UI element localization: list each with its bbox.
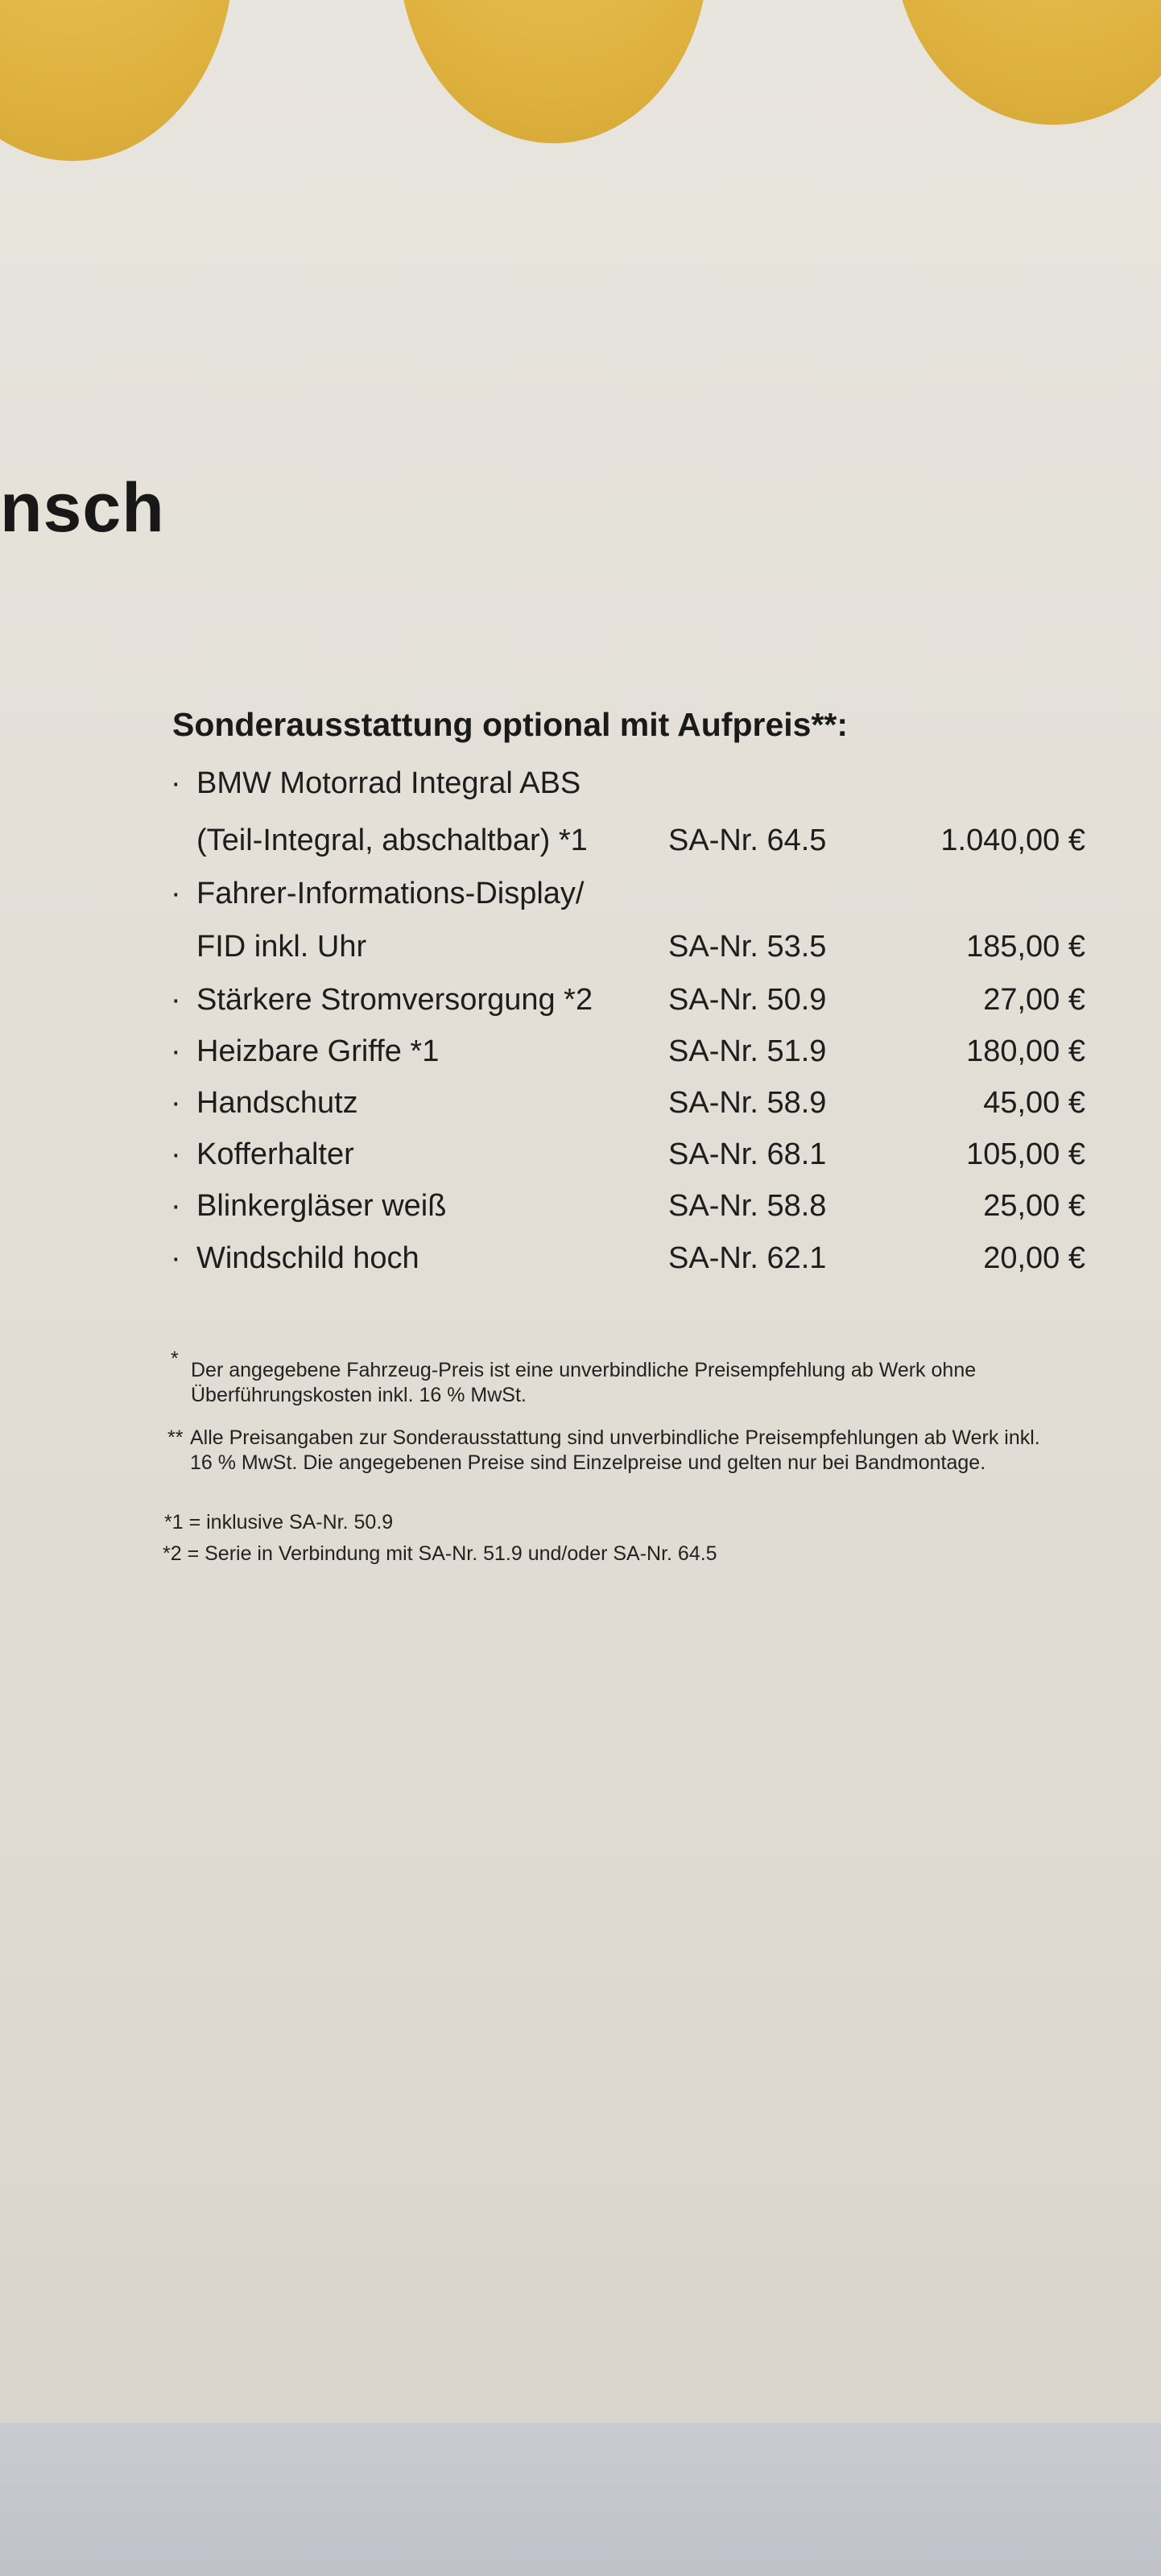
bullet: · (171, 1086, 181, 1120)
bullet: · (171, 1241, 181, 1275)
option-sa-number: SA-Nr. 53.5 (668, 930, 827, 964)
option-sa-number: SA-Nr. 58.8 (668, 1189, 827, 1223)
option-name: FID inkl. Uhr (196, 930, 367, 964)
option-price: 1.040,00 € (940, 824, 1085, 857)
option-price: 20,00 € (983, 1241, 1085, 1275)
bullet: · (171, 1137, 181, 1171)
bullet: · (171, 1034, 181, 1068)
option-name: Handschutz (196, 1086, 358, 1120)
option-name: Stärkere Stromversorgung *2 (196, 983, 593, 1017)
bullet: · (171, 983, 181, 1017)
bullet: · (171, 877, 181, 910)
footnote-star2-mark: ** (167, 1426, 184, 1449)
option-row (0, 761, 1161, 806)
option-row (0, 871, 1161, 916)
option-price: 27,00 € (983, 983, 1085, 1017)
bullet: · (171, 1189, 181, 1223)
footnote-star2-line1: Alle Preisangaben zur Sonderausstattung sind unverbindliche Preisempfehlungen ab Werk inkl. (190, 1426, 1040, 1449)
footnote-star1-mark: * (171, 1348, 179, 1370)
option-sa-number: SA-Nr. 62.1 (668, 1241, 827, 1275)
background-surface (0, 2423, 1161, 2576)
section-title: Sonderausstattung optional mit Aufpreis**: (172, 706, 849, 743)
footnote-ref1: *1 = inklusive SA-Nr. 50.9 (164, 1511, 394, 1534)
option-row (0, 818, 1161, 863)
option-row (0, 1183, 1161, 1228)
bullet: · (171, 766, 181, 800)
option-price: 25,00 € (983, 1189, 1085, 1223)
option-name: BMW Motorrad Integral ABS (196, 766, 581, 800)
option-row (0, 1236, 1161, 1281)
option-row (0, 1132, 1161, 1177)
footnote-star1-line2: Überführungskosten inkl. 16 % MwSt. (191, 1384, 527, 1406)
option-name: Blinkergläser weiß (196, 1189, 447, 1223)
option-name: Kofferhalter (196, 1137, 354, 1171)
option-sa-number: SA-Nr. 51.9 (668, 1034, 827, 1068)
page-heading: nsch (0, 469, 165, 547)
option-price: 185,00 € (966, 930, 1085, 964)
option-sa-number: SA-Nr. 50.9 (668, 983, 827, 1017)
option-sa-number: SA-Nr. 64.5 (668, 824, 827, 857)
option-name: (Teil-Integral, abschaltbar) *1 (196, 824, 588, 857)
option-row (0, 924, 1161, 969)
option-sa-number: SA-Nr. 68.1 (668, 1137, 827, 1171)
option-price: 105,00 € (966, 1137, 1085, 1171)
option-price: 180,00 € (966, 1034, 1085, 1068)
option-name: Heizbare Griffe *1 (196, 1034, 440, 1068)
option-price: 45,00 € (983, 1086, 1085, 1120)
option-name: Fahrer-Informations-Display/ (196, 877, 585, 910)
option-sa-number: SA-Nr. 58.9 (668, 1086, 827, 1120)
option-row (0, 1080, 1161, 1125)
option-row (0, 1029, 1161, 1074)
footnote-star2-line2: 16 % MwSt. Die angegebenen Preise sind Einzelpreise und gelten nur bei Bandmontage. (190, 1451, 986, 1474)
option-row (0, 977, 1161, 1022)
footnote-star1-line1: Der angegebene Fahrzeug-Preis ist eine unverbindliche Preisempfehlung ab Werk ohne (191, 1359, 977, 1381)
footnote-ref2: *2 = Serie in Verbindung mit SA-Nr. 51.9 und/oder SA-Nr. 64.5 (163, 1542, 717, 1565)
option-name: Windschild hoch (196, 1241, 419, 1275)
